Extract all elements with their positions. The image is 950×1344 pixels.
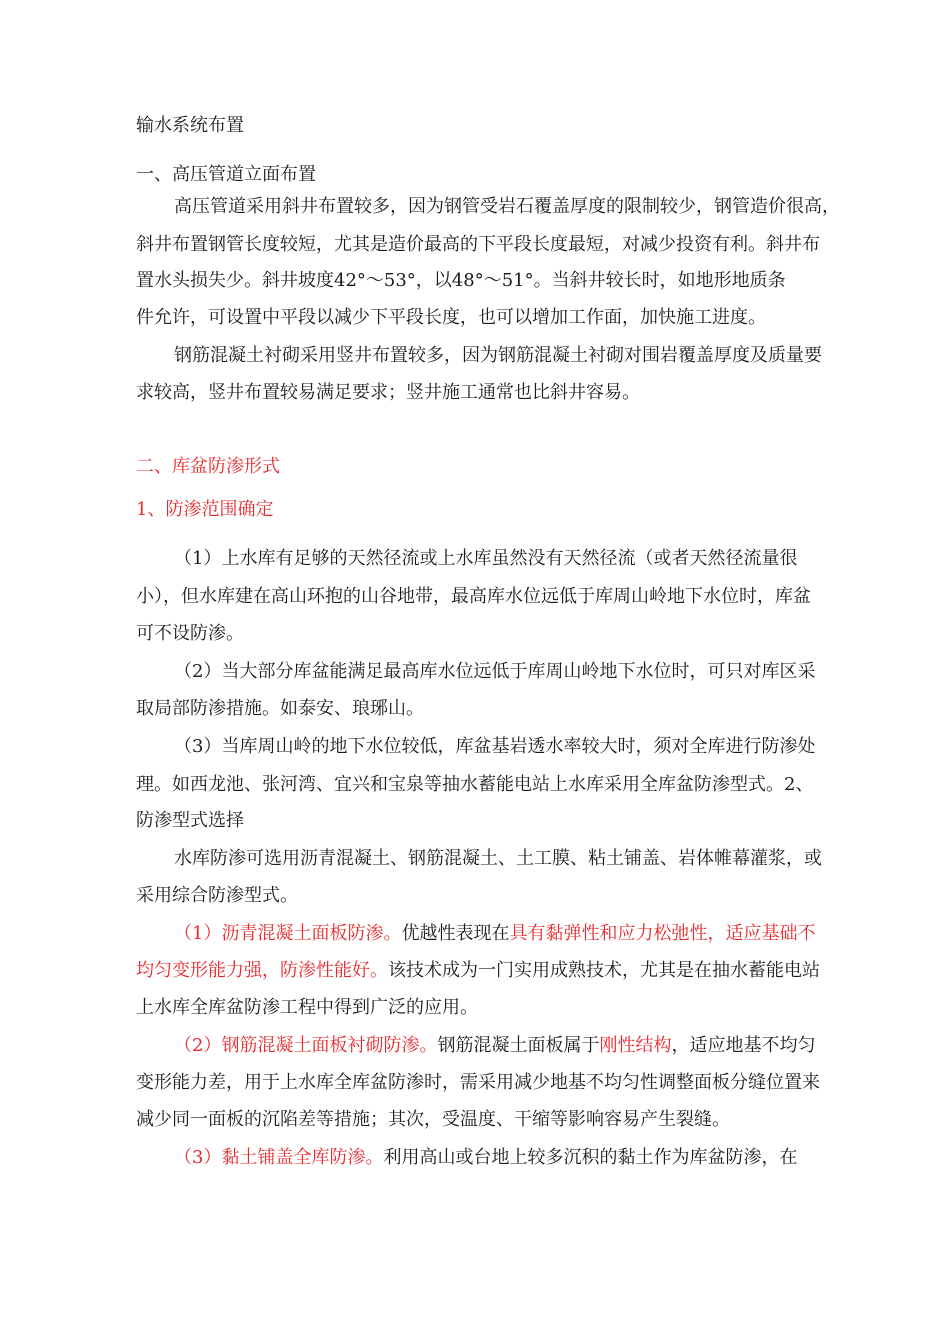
para-3-line-2: 采用综合防渗型式。 <box>136 885 298 906</box>
option-1-mid: 优越性表现在 <box>401 923 510 944</box>
item-3-line-1: （3）当库周山岭的地下水位较低，库盆基岩透水率较大时，须对全库进行防渗处 <box>174 736 816 757</box>
para-1-line-4: 件允许，可设置中平段以减少下平段长度，也可以增加工作面，加快施工进度。 <box>136 307 766 328</box>
option-2-rest: ，适应地基不均匀 <box>671 1035 816 1056</box>
option-2-highlight: 刚性结构 <box>599 1035 672 1056</box>
section-2-heading: 二、库盆防渗形式 <box>136 456 280 477</box>
item-1-line-3: 可不设防渗。 <box>136 623 244 644</box>
item-3-line-3: 防渗型式选择 <box>136 810 244 831</box>
option-1-line-2 <box>136 959 876 983</box>
option-2-mid: 钢筋混凝土面板属于 <box>437 1035 600 1056</box>
para-1-line-1: 高压管道采用斜井布置较多，因为钢管受岩石覆盖厚度的限制较少，钢管造价很高， <box>174 196 840 217</box>
document-title: 输水系统布置 <box>136 115 244 136</box>
item-1-line-2: 小），但水库建在高山环抱的山谷地带，最高库水位远低于库周山岭地下水位时，库盆 <box>136 586 811 607</box>
option-2-line-2: 变形能力差，用于上水库全库盆防渗时，需采用减少地基不均匀性调整面板分缝位置来 <box>136 1072 820 1093</box>
item-1-line-1: （1）上水库有足够的天然径流或上水库虽然没有天然径流（或者天然径流量很 <box>174 548 798 569</box>
para-2-line-1: 钢筋混凝土衬砌采用竖井布置较多，因为钢筋混凝土衬砌对围岩覆盖厚度及质量要 <box>174 345 822 366</box>
item-3-line-2: 理。如西龙池、张河湾、宜兴和宝泉等抽水蓄能电站上水库采用全库盆防渗型式。2、 <box>136 774 814 795</box>
option-1-lead: （1）沥青混凝土面板防渗。 <box>174 923 402 944</box>
option-1-highlight-2: 均匀变形能力强，防渗性能好。 <box>136 960 388 981</box>
option-2-line-1 <box>136 1034 876 1058</box>
section-2-1-heading: 1、防渗范围确定 <box>136 499 274 520</box>
item-2-line-1: （2）当大部分库盆能满足最高库水位远低于库周山岭地下水位时，可只对库区采 <box>174 661 816 682</box>
section-1-heading: 一、高压管道立面布置 <box>136 164 316 185</box>
para-1-line-2: 斜井布置钢管长度较短，尤其是造价最高的下平段长度最短，对减少投资有利。斜井布 <box>136 234 820 255</box>
option-1-line-1 <box>136 922 876 946</box>
option-1-line-2-text: 该技术成为一门实用成熟技术，尤其是在抽水蓄能电站 <box>388 960 820 981</box>
option-3-rest: 利用高山或台地上较多沉积的黏土作为库盆防渗，在 <box>383 1147 798 1168</box>
option-1-line-3: 上水库全库盆防渗工程中得到广泛的应用。 <box>136 997 478 1018</box>
para-1-line-3: 置水头损失少。斜井坡度42°～53°，以48°～51°。当斜井较长时，如地形地质条 <box>136 270 786 291</box>
option-1-highlight: 具有黏弹性和应力松弛性，适应基础不 <box>509 923 816 944</box>
option-3-line-1 <box>136 1146 876 1170</box>
option-3-lead: （3）黏土铺盖全库防渗。 <box>174 1147 384 1168</box>
option-2-lead: （2）钢筋混凝土面板衬砌防渗。 <box>174 1035 438 1056</box>
para-3-line-1: 水库防渗可选用沥青混凝土、钢筋混凝土、土工膜、粘土铺盖、岩体帷幕灌浆，或 <box>174 848 822 869</box>
item-2-line-2: 取局部防渗措施。如泰安、琅琊山。 <box>136 698 424 719</box>
option-2-line-3: 减少同一面板的沉陷差等措施；其次，受温度、干缩等影响容易产生裂缝。 <box>136 1109 730 1130</box>
para-2-line-2: 求较高，竖井布置较易满足要求；竖井施工通常也比斜井容易。 <box>136 382 640 403</box>
